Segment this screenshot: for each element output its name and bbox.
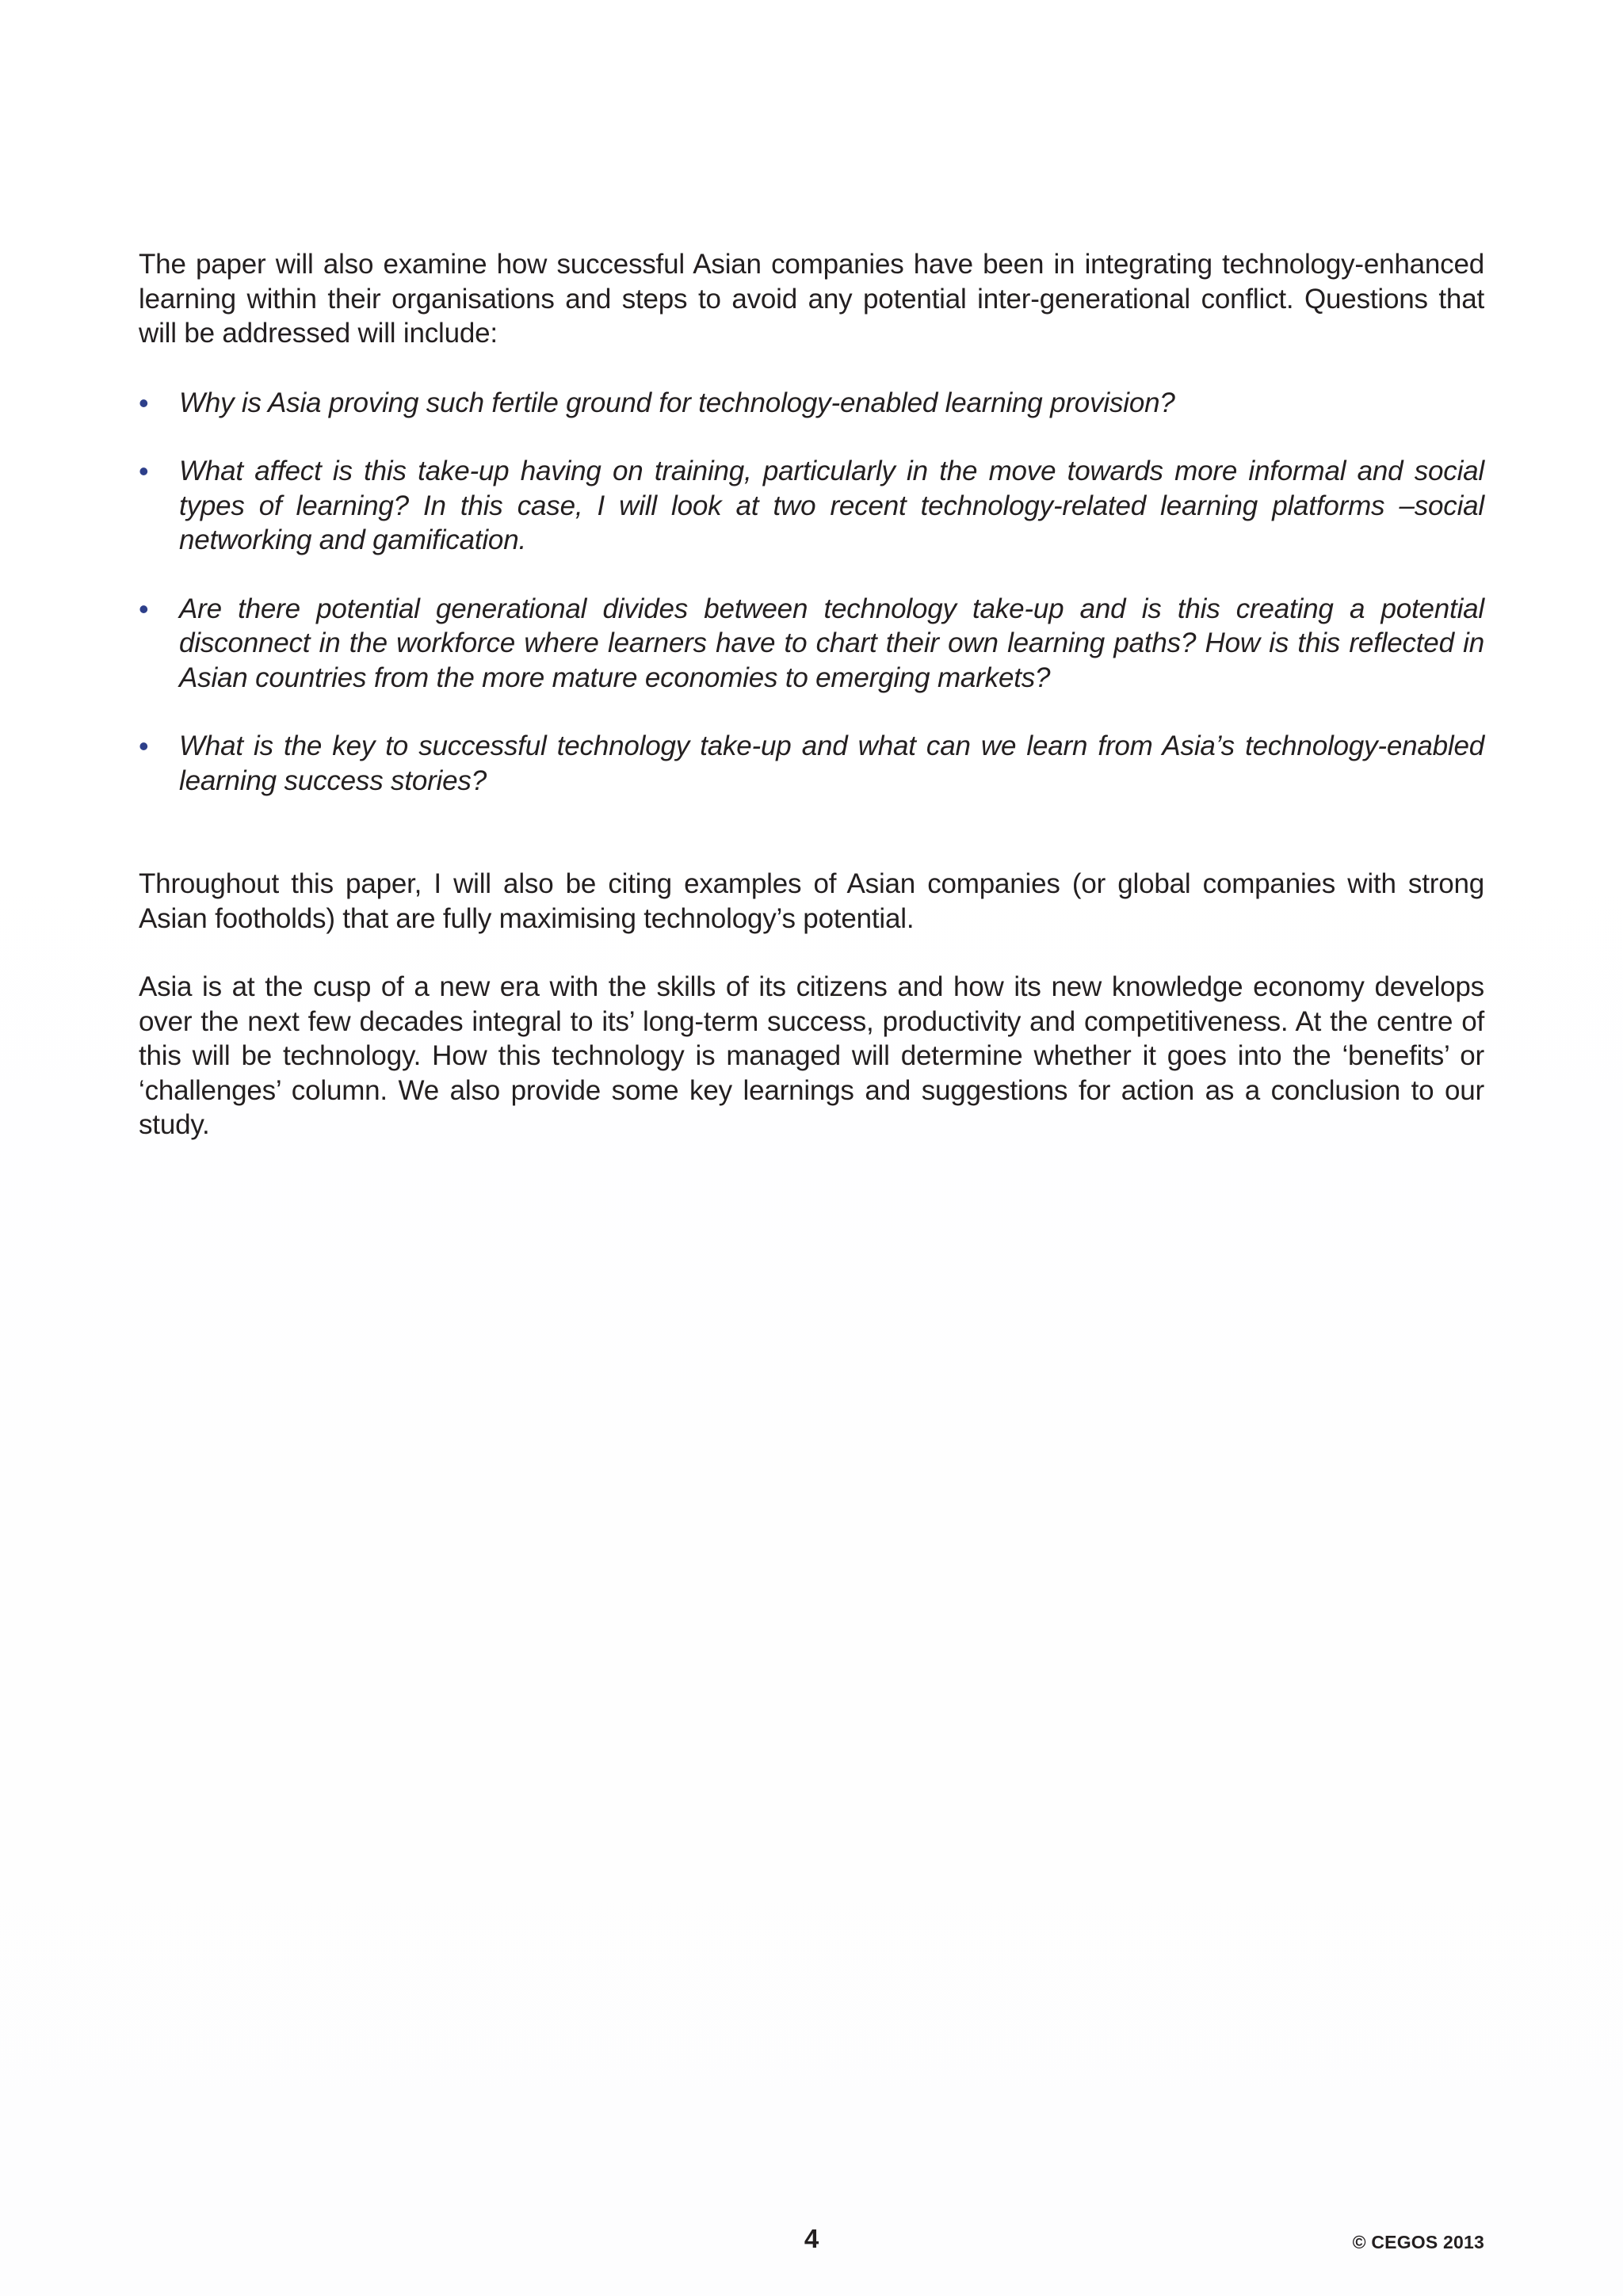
bullet-icon: • [139, 592, 149, 625]
list-item [139, 454, 1484, 558]
list-item [139, 592, 1484, 696]
section-spacer [139, 798, 1484, 867]
question-text: Why is Asia proving such fertile ground for technology-enabled learning provision? [179, 387, 1175, 418]
list-item [139, 729, 1484, 798]
questions-list [139, 386, 1484, 799]
bullet-icon: • [139, 386, 149, 419]
question-text: What is the key to successful technology take-up and what can we learn from Asia’s technology-enabled learning success stories? [179, 730, 1484, 796]
list-item [139, 386, 1484, 421]
page-number: 4 [804, 2224, 819, 2253]
copyright-notice: © CEGOS 2013 [1352, 2232, 1484, 2252]
page-content [139, 247, 1484, 1142]
bullet-icon: • [139, 455, 149, 487]
body-paragraph: Asia is at the cusp of a new era with the skills of its citizens and how its new knowledge economy develops over the next few decades integral to its’ long-term success, productivity and competitiveness. At the centre of this will be technology. How this technology is managed will determine whether it goes into the ‘benefits’ or ‘challenges’ column. We also provide some key learnings and suggestions for action as a conclusion to our study. [139, 971, 1484, 1140]
question-text: What affect is this take-up having on training, particularly in the move towards more informal and social types of learning? In this case, I will look at two recent technology-related learning platforms –social networking and gamification. [179, 456, 1484, 555]
question-text: Are there potential generational divides between technology take-up and is this creating a potential disconnect in the workforce where learners have to chart their own learning paths? How is this reflected in Asian countries from the more mature economies to emerging markets? [179, 593, 1484, 693]
bullet-icon: • [139, 730, 149, 762]
intro-paragraph: The paper will also examine how successful Asian companies have been in integrating technology-enhanced learning within their organisations and steps to avoid any potential inter-generational conflict. Questions that will be addressed will include: [139, 249, 1484, 349]
body-paragraph: Throughout this paper, I will also be citing examples of Asian companies (or global companies with strong Asian footholds) that are fully maximising technology’s potential. [139, 868, 1484, 934]
